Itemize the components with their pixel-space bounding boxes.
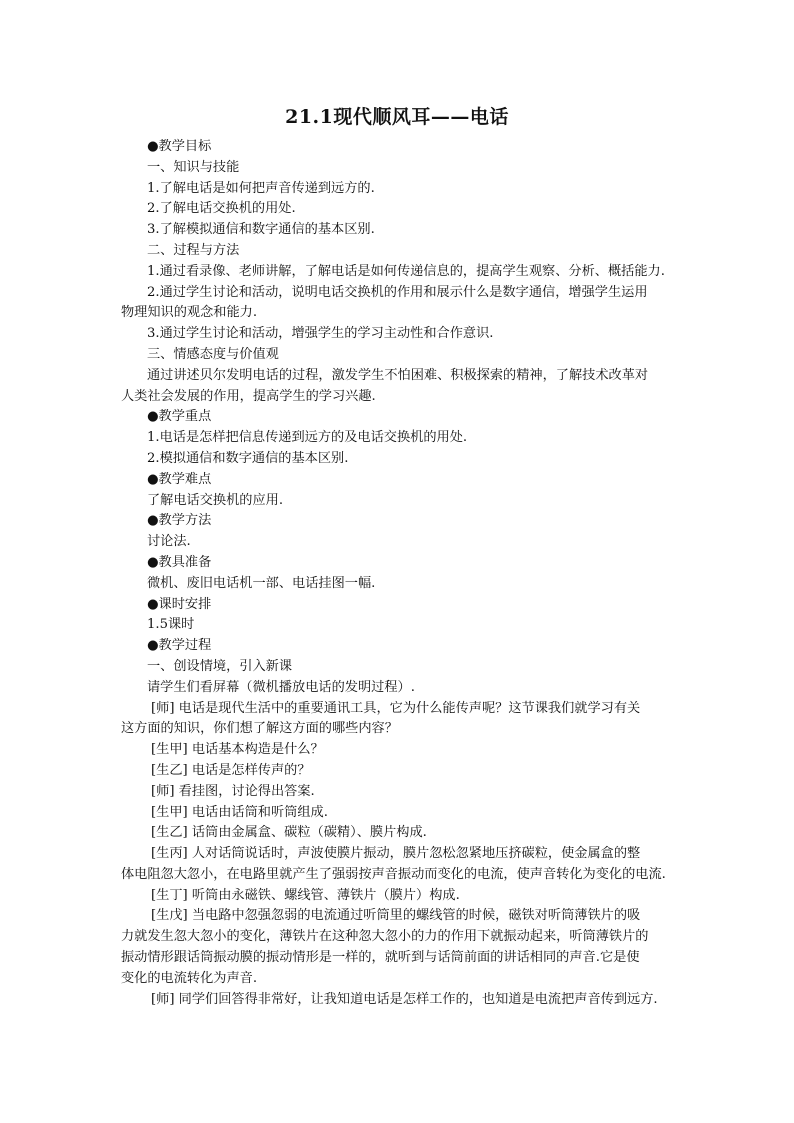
dialogue-line: [生丁] 听筒由永磁铁、螺线管、薄铁片（膜片）构成. [151,887,460,903]
section-heading: ●教学目标 [147,139,212,154]
dialogue-line: 力就发生忽大忽小的变化，薄铁片在这种忽大忽小的力的作用下就振动起来，听筒薄铁片的 [121,929,649,945]
body-line: 物理知识的观念和能力. [121,305,258,321]
body-line: 人类社会发展的作用，提高学生的学习兴趣. [121,388,376,404]
body-line: 3.了解模拟通信和数字通信的基本区别. [147,222,375,238]
document-body [121,137,677,1010]
dialogue-line: 振动情形跟话筒振动膜的振动情形是一样的，就听到与话筒前面的讲话相同的声音.它是使 [121,950,640,966]
subsection-heading: 一、创设情境，引入新课 [147,658,293,674]
body-line: 通过讲述贝尔发明电话的过程，激发学生不怕困难、积极探索的精神，了解技术改革对 [147,367,649,383]
body-line: 1.电话是怎样把信息传递到远方的及电话交换机的用处. [147,430,468,446]
dialogue-line: [师] 同学们回答得非常好，让我知道电话是怎样工作的，也知道是电流把声音传到远方. [151,991,658,1007]
dialogue-line: 变化的电流转化为声音. [121,970,258,986]
section-heading: ●教学重点 [147,409,212,425]
dialogue-line: [生甲] 电话由话筒和听筒组成. [151,804,328,820]
body-line: 1.了解电话是如何把声音传递到远方的. [147,180,375,196]
body-line: 2.模拟通信和数字通信的基本区别. [147,450,349,466]
section-heading: ●教学方法 [147,513,212,529]
body-line: 微机、废旧电话机一部、电话挂图一幅. [147,575,376,591]
dialogue-line: 这方面的知识，你们想了解这方面的哪些内容？ [121,721,398,737]
dialogue-line: [生乙] 话筒由金属盒、碳粒（碳精）、膜片构成. [151,825,427,841]
subsection-heading: 二、过程与方法 [147,242,240,258]
section-heading: ●教具准备 [147,554,212,570]
page-title: 21.1现代顺风耳——电话 [285,106,509,128]
dialogue-line: [生甲] 电话基本构造是什么？ [151,742,324,758]
body-line: 3.通过学生讨论和活动，增强学生的学习主动性和合作意识. [147,326,494,342]
subsection-heading: 一、知识与技能 [147,159,240,175]
body-line: 讨论法. [147,534,191,550]
dialogue-line: [生戊] 当电路中忽强忽弱的电流通过听筒里的螺线管的时候，磁铁对听筒薄铁片的吸 [151,908,641,924]
body-line: 1.通过看录像、老师讲解，了解电话是如何传递信息的，提高学生观察、分析、概括能力. [147,263,665,279]
dialogue-line: [生乙] 电话是怎样传声的？ [151,762,311,778]
dialogue-line: [师] 电话是现代生活中的重要通讯工具，它为什么能传声呢？这节课我们就学习有关 [151,700,641,716]
body-line: 1.5课时 [147,617,195,633]
dialogue-line: [师] 看挂图，讨论得出答案. [151,783,315,799]
body-line: 请学生们看屏幕（微机播放电话的发明过程）. [147,679,415,695]
body-line: 2.通过学生讨论和活动，说明电话交换机的作用和展示什么是数字通信，增强学生运用 [147,284,648,300]
dialogue-line: 体电阻忽大忽小，在电路里就产生了强弱按声音振动而变化的电流，使声音转化为变化的电流. [121,866,666,882]
body-line: 2.了解电话交换机的用处. [147,201,296,217]
section-heading: ●教学难点 [147,471,212,487]
section-heading: ●教学过程 [147,638,212,654]
section-heading: ●课时安排 [147,596,212,612]
body-line: 了解电话交换机的应用. [147,492,284,508]
subsection-heading: 三、情感态度与价值观 [147,346,279,362]
dialogue-line: [生丙] 人对话筒说话时，声波使膜片振动，膜片忽松忽紧地压挤碳粒，使金属盒的整 [151,846,641,862]
